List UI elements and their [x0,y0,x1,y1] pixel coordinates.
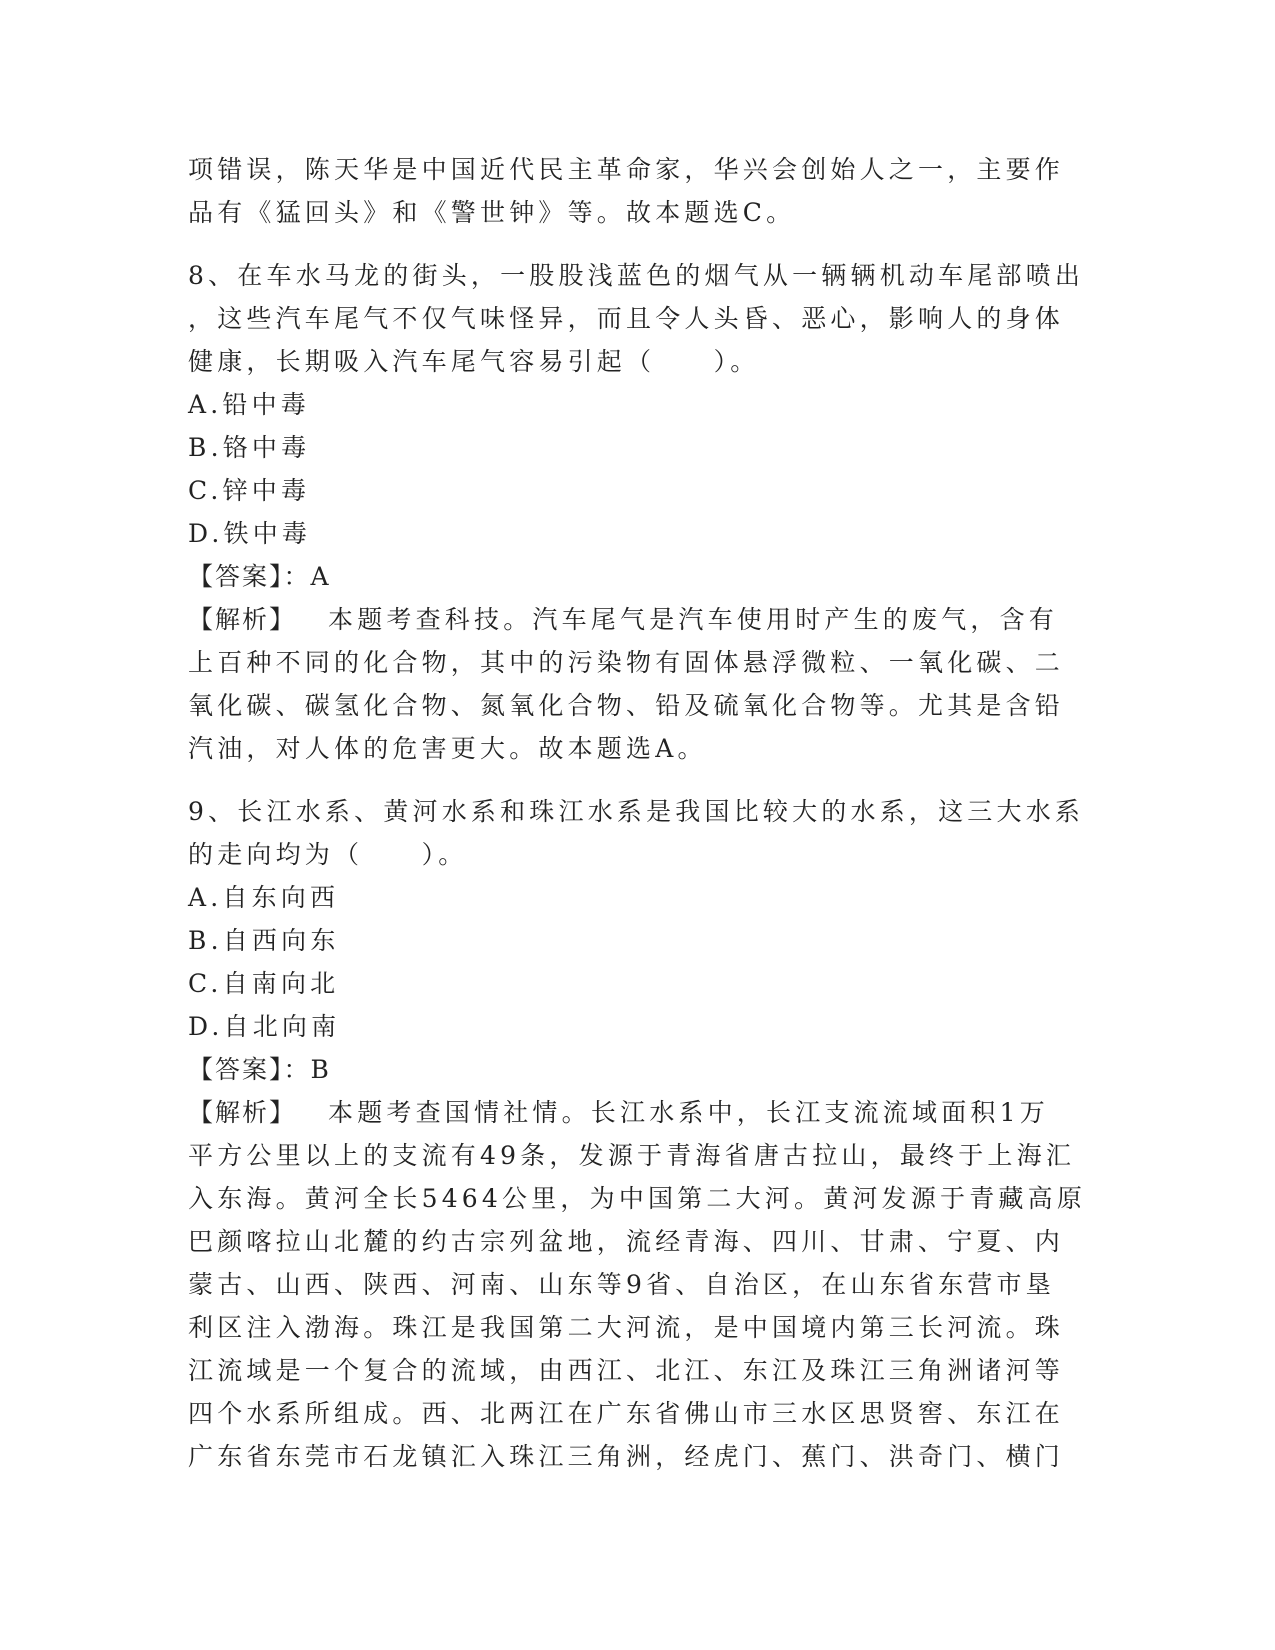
previous-analysis-continuation [188,148,1078,234]
option-c: C.自南向北 [188,969,340,998]
answer-value: B [310,1055,334,1084]
analysis-line: 蒙古、山西、陕西、河南、山东等9省、自治区，在山东省东营市垦 [188,1270,1055,1299]
option-a: A.铅中毒 [188,390,311,419]
analysis-line: 四个水系所组成。西、北两江在广东省佛山市三水区思贤窖、东江在 [188,1399,1065,1428]
question-stem-line: 健康，长期吸入汽车尾气容易引起（ ）。 [188,347,760,376]
analysis-line: 广东省东莞市石龙镇汇入珠江三角洲，经虎门、蕉门、洪奇门、横门 [188,1442,1065,1471]
document-content [188,148,1087,1478]
option-b: B.铬中毒 [188,433,311,462]
option-a: A.自东向西 [188,883,340,912]
answer-line [188,1048,1078,1091]
analysis-line: 上百种不同的化合物，其中的污染物有固体悬浮微粒、一氧化碳、二 [188,648,1065,677]
option-b: B.自西向东 [188,926,340,955]
question-stem-line: ，这些汽车尾气不仅气味怪异，而且令人头昏、恶心，影响人的身体 [188,304,1065,333]
spacer [188,770,1078,790]
analysis-line [188,1091,1078,1134]
option-d: D.铁中毒 [188,519,312,548]
text-line: 品有《猛回头》和《警世钟》等。故本题选C。 [188,198,796,227]
analysis-line: 氧化碳、碳氢化合物、氮氧化合物、铅及硫氧化合物等。尤其是含铅 [188,691,1065,720]
question-8 [188,254,1085,770]
analysis-line: 利区注入渤海。珠江是我国第二大河流，是中国境内第三长河流。珠 [188,1313,1065,1342]
question-stem-line: 的走向均为（ ）。 [188,840,468,869]
analysis-line: 平方公里以上的支流有49条，发源于青海省唐古拉山，最终于上海汇 [188,1141,1076,1170]
option-c: C.锌中毒 [188,476,311,505]
question-9 [188,790,1087,1478]
text-line: 项错误，陈天华是中国近代民主革命家，华兴会创始人之一，主要作 [188,155,1065,184]
answer-value: A [310,562,333,591]
question-stem-line: 9、长江水系、黄河水系和珠江水系是我国比较大的水系，这三大水系 [188,797,1085,826]
option-d: D.自北向南 [188,1012,341,1041]
answer-label: 【答案】： [188,562,311,591]
spacer [188,234,1078,254]
analysis-label: 【解析】 [188,1098,297,1127]
analysis-line: 巴颜喀拉山北麓的约古宗列盆地，流经青海、四川、甘肃、宁夏、内 [188,1227,1065,1256]
analysis-line: 汽油，对人体的危害更大。故本题选A。 [188,734,707,763]
analysis-label: 【解析】 [188,605,297,634]
answer-label: 【答案】： [188,1055,311,1084]
answer-line [188,555,1078,598]
analysis-line [188,598,1078,641]
analysis-text: 本题考查国情社情。长江水系中，长江支流流域面积1万 [328,1098,1049,1127]
analysis-line: 入东海。黄河全长5464公里，为中国第二大河。黄河发源于青藏高原 [188,1184,1087,1213]
question-stem-line: 8、在车水马龙的街头，一股股浅蓝色的烟气从一辆辆机动车尾部喷出 [188,261,1085,290]
analysis-line: 江流域是一个复合的流域，由西江、北江、东江及珠江三角洲诸河等 [188,1356,1065,1385]
analysis-text: 本题考查科技。汽车尾气是汽车使用时产生的废气，含有 [328,605,1059,634]
